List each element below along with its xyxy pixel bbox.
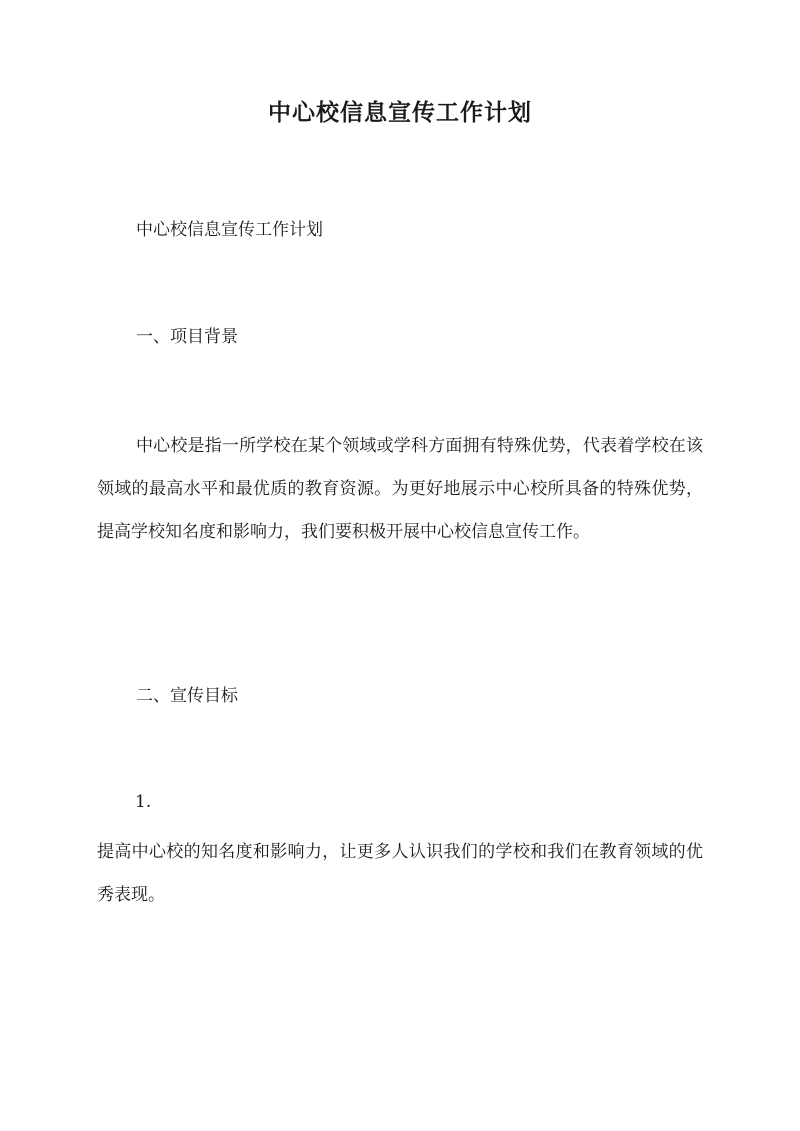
document-subtitle: 中心校信息宣传工作计划 xyxy=(136,220,323,240)
document-title: 中心校信息宣传工作计划 xyxy=(268,99,532,126)
goal-item-text: 提高中心校的知名度和影响力，让更多人认识我们的学校和我们在教育领域的优秀表现。 xyxy=(97,842,703,905)
section-heading-background: 一、项目背景 xyxy=(136,327,238,347)
goal-item-number: 1. xyxy=(135,792,152,812)
section-paragraph-background: 中心校是指一所学校在某个领域或学科方面拥有特殊优势，代表着学校在该领域的最高水平和最优质的教育资源。为更好地展示中心校所具备的特殊优势，提高学校知名度和影响力，我们要积极开展中心校信息宣传工作。 xyxy=(97,436,703,542)
section-heading-goals: 二、宣传目标 xyxy=(136,686,238,706)
